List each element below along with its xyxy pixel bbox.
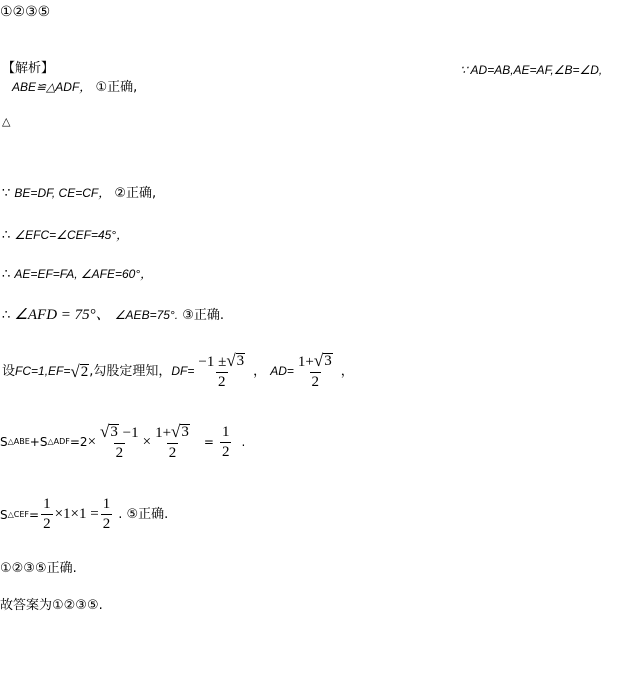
step-8 — [0, 497, 168, 532]
analysis-label: 【解析】 — [2, 61, 55, 76]
step-5-conclusion: ③正确. — [182, 308, 224, 323]
fraction-half-1: $\frac{1}{2}$ — [43, 496, 51, 532]
step-2-conclusion: ②正确, — [114, 186, 157, 201]
plus-s: +S — [29, 435, 48, 449]
step-2 — [2, 187, 156, 200]
fc-ef-equation: FC=1,EF= — [15, 364, 71, 378]
ad-fraction: 1+ √ 3 2 — [297, 351, 332, 390]
step-6 — [2, 352, 354, 390]
step-2-math: BE=DF, CE=CF， — [14, 186, 111, 200]
therefore-symbol: ∴ — [2, 267, 11, 282]
period: . — [241, 435, 246, 449]
step-3-math: ∠EFC=∠CEF=45°， — [14, 228, 129, 242]
angle-afd: ∠AFD = 75°、 — [14, 307, 111, 323]
sqrt-2: √ 2 — [70, 361, 89, 381]
sub-cef: △CEF — [7, 509, 30, 519]
step-8-conclusion: . ⑤正确. — [118, 507, 169, 522]
congruence-statement: ABE≌△ADF， — [12, 80, 92, 94]
conclusion: ①②③⑤正确. — [0, 561, 77, 576]
given-conditions: ∵ AD=AB,AE=AF,∠B=∠D, — [460, 63, 603, 77]
sub-adf: △ADF — [47, 437, 70, 446]
sub-abe: △ABE — [7, 437, 30, 446]
equals: = — [203, 435, 214, 449]
step-4 — [2, 268, 152, 281]
final-answer: 故答案为①②③⑤. — [0, 598, 103, 613]
comma: ， — [253, 363, 267, 379]
df-fraction: −1 ± √ 3 2 — [198, 351, 245, 390]
fraction-3: $\frac{1}{2}$ — [221, 423, 230, 460]
therefore-symbol: ∴ — [2, 228, 11, 243]
df-label: DF= — [171, 364, 195, 378]
fraction-1: √ 3 −1 2 — [100, 422, 139, 461]
trailing-comma: ， — [340, 363, 354, 379]
let-label: 设 — [2, 363, 16, 379]
area-s: S — [0, 507, 8, 522]
equals: = — [29, 507, 40, 522]
fraction-2: 1+ √ 3 2 — [155, 422, 189, 461]
pythagoras-text: ,勾股定理知， — [89, 363, 172, 379]
step-4-math: AE=EF=FA, ∠AFE=60°， — [14, 267, 153, 281]
product-expression: ×1×1 = — [54, 506, 99, 522]
answer-top: ①②③⑤ — [0, 4, 51, 20]
angle-aeb: ∠AEB=75°. — [114, 308, 179, 322]
area-s: S — [0, 435, 8, 449]
times-sign: × — [142, 433, 152, 450]
step-3 — [2, 229, 128, 242]
ad-label: AD= — [270, 364, 294, 378]
triangle-mark: △ — [2, 115, 11, 128]
step-5 — [2, 308, 224, 323]
because-symbol: ∵ — [2, 186, 11, 201]
conclusion-1: ①正确, — [95, 80, 138, 95]
times-sign: × — [87, 433, 97, 450]
therefore-symbol: ∴ — [2, 308, 11, 323]
step-7 — [0, 423, 245, 461]
fraction-half-2: $\frac{1}{2}$ — [102, 496, 111, 532]
congruence-line — [12, 81, 137, 94]
equals-two: =2 — [69, 435, 88, 449]
